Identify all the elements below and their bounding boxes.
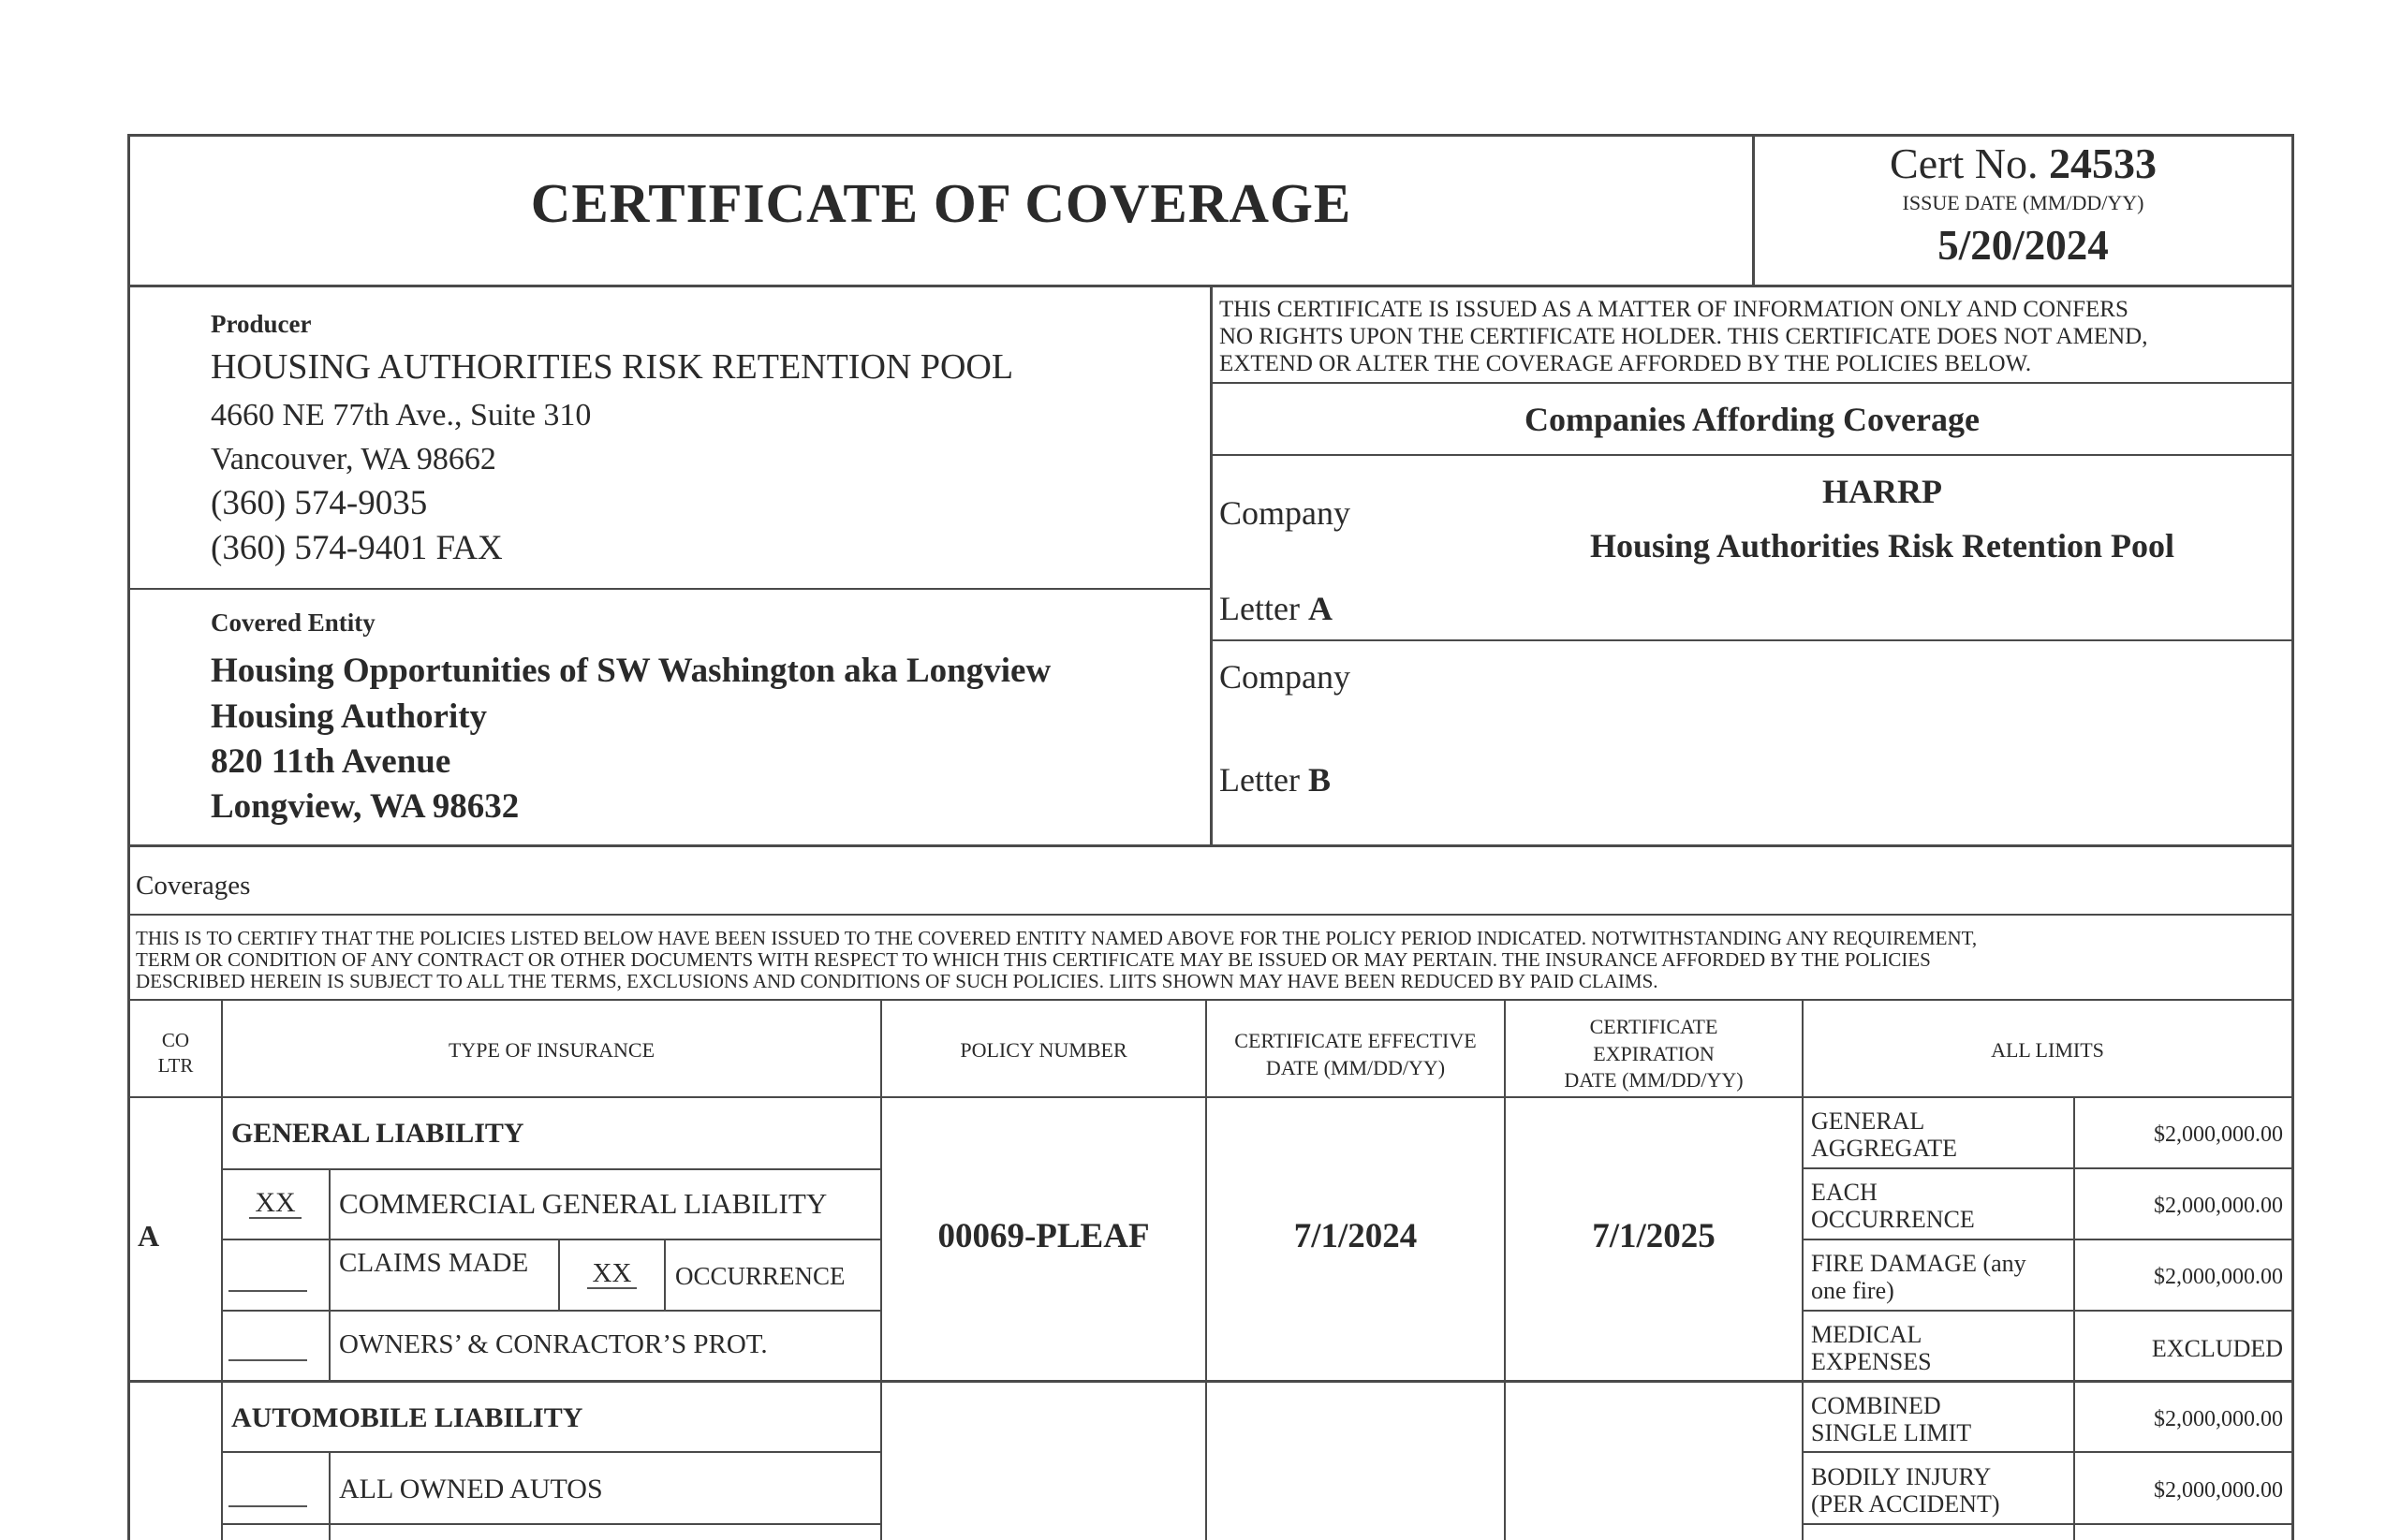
gl-limit-value: EXCLUDED	[2151, 1335, 2283, 1362]
cert-label: Cert No.	[1890, 139, 2039, 187]
company-b-label: Company	[1219, 658, 1350, 696]
coverages-label: Coverages	[136, 871, 251, 901]
auto-owned-checkbox	[228, 1505, 307, 1507]
auto-limit-value: $2,000,000.00	[2154, 1478, 2283, 1503]
gl-limit-row: FIRE DAMAGE (any one fire)	[1811, 1250, 2026, 1304]
gl-limit-row: EACH OCCURRENCE	[1811, 1179, 1975, 1233]
auto-limit-value: $2,000,000.00	[2154, 1407, 2283, 1431]
covered-entity-line1: Housing Opportunities of SW Washington aka Longview	[211, 652, 1052, 690]
gl-limit-value: $2,000,000.00	[2154, 1122, 2283, 1147]
th-policy: POLICY NUMBER	[960, 1038, 1127, 1062]
company-a-letter-row	[1219, 592, 1333, 625]
companies-heading: Companies Affording Coverage	[1524, 401, 1980, 438]
page-title: CERTIFICATE OF COVERAGE	[530, 172, 1352, 234]
certify-line3: DESCRIBED HEREIN IS SUBJECT TO ALL THE TERMS, EXCLUSIONS AND CONDITIONS OF SUCH POLICIES. LIITS SHOWN MAY HAVE BEEN REDUCED BY PAID CLAIMS.	[136, 970, 1658, 992]
gl-claims-made: CLAIMS MADE	[339, 1248, 529, 1278]
producer-address2: Vancouver, WA 98662	[211, 442, 496, 477]
gl-occ-checkbox: XX	[560, 1260, 664, 1289]
company-b-letter: B	[1307, 761, 1331, 799]
gl-cgl-checkbox: XX	[228, 1189, 322, 1219]
covered-entity-line4: Longview, WA 98632	[211, 787, 520, 826]
letter-label: Letter	[1219, 761, 1300, 799]
th-effective: CERTIFICATE EFFECTIVE DATE (MM/DD/YY)	[1234, 1029, 1477, 1079]
covered-entity-label: Covered Entity	[211, 609, 376, 637]
company-a-name: Housing Authorities Risk Retention Pool	[1589, 527, 2175, 565]
gl-owners: OWNERS’ & CONRACTOR’S PROT.	[339, 1329, 768, 1359]
gl-occurrence: OCCURRENCE	[675, 1262, 846, 1290]
company-a-letter: A	[1307, 590, 1333, 627]
letter-label: Letter	[1219, 590, 1300, 627]
producer-address1: 4660 NE 77th Ave., Suite 310	[211, 398, 592, 433]
company-a-label: Company	[1219, 494, 1350, 532]
gl-heading: GENERAL LIABILITY	[231, 1118, 524, 1149]
gl-co-ltr: A	[138, 1219, 160, 1253]
gl-limit-value: $2,000,000.00	[2154, 1194, 2283, 1218]
certify-line1: THIS IS TO CERTIFY THAT THE POLICIES LISTED BELOW HAVE BEEN ISSUED TO THE COVERED ENTITY NAMED ABOVE FOR THE POLICY PERIOD INDICATED. NOTWITHSTANDING ANY REQUIREMENT,	[136, 927, 1978, 949]
certify-line2: TERM OR CONDITION OF ANY CONTRACT OR OTHER DOCUMENTS WITH RESPECT TO WHICH THIS CERTIFICATE MAY BE ISSUED OR MAY PERTAIN. THE INSURANCE AFFORDED BY THE POLICIES	[136, 948, 1931, 971]
th-type: TYPE OF INSURANCE	[448, 1038, 655, 1062]
th-co-ltr: CO LTR	[157, 1029, 194, 1078]
company-b-letter-row	[1219, 763, 1331, 797]
producer-fax: (360) 574-9401 FAX	[211, 529, 503, 567]
gl-limit-row: GENERAL AGGREGATE	[1811, 1107, 1957, 1162]
cert-number: 24533	[2048, 139, 2157, 187]
gl-limit-value: $2,000,000.00	[2154, 1265, 2283, 1289]
gl-limit-row: MEDICAL EXPENSES	[1811, 1321, 1932, 1375]
gl-expiration: 7/1/2025	[1592, 1217, 1716, 1255]
gl-commercial: COMMERCIAL GENERAL LIABILITY	[339, 1187, 828, 1220]
disclaimer-line3: EXTEND OR ALTER THE COVERAGE AFFORDED BY THE POLICIES BELOW.	[1219, 351, 2032, 376]
auto-limit-row: COMBINED SINGLE LIMIT	[1811, 1392, 1972, 1446]
issue-date-label: ISSUE DATE (MM/DD/YY)	[1902, 191, 2144, 214]
disclaimer-line1: THIS CERTIFICATE IS ISSUED AS A MATTER OF INFORMATION ONLY AND CONFERS	[1219, 297, 2128, 322]
producer-phone: (360) 574-9035	[211, 484, 428, 522]
gl-effective: 7/1/2024	[1293, 1217, 1418, 1255]
gl-policy-number: 00069-PLEAF	[937, 1217, 1150, 1255]
th-expiration: CERTIFICATE EXPIRATION DATE (MM/DD/YY)	[1564, 1015, 1744, 1093]
auto-limit-row: BODILY INJURY (PER ACCIDENT)	[1811, 1463, 2000, 1518]
company-a-short: HARRP	[1822, 473, 1942, 510]
cert-box	[1755, 139, 2291, 270]
auto-owned: ALL OWNED AUTOS	[339, 1474, 603, 1504]
issue-date: 5/20/2024	[1937, 222, 2109, 269]
producer-name: HOUSING AUTHORITIES RISK RETENTION POOL	[211, 347, 1014, 387]
disclaimer-line2: NO RIGHTS UPON THE CERTIFICATE HOLDER. THIS CERTIFICATE DOES NOT AMEND,	[1219, 324, 2148, 349]
covered-entity-line2: Housing Authority	[211, 697, 488, 736]
gl-owners-checkbox	[228, 1359, 307, 1361]
gl-claims-checkbox	[228, 1290, 307, 1292]
auto-heading: AUTOMOBILE LIABILITY	[231, 1402, 583, 1433]
th-limits: ALL LIMITS	[1991, 1038, 2104, 1062]
covered-entity-line3: 820 11th Avenue	[211, 742, 451, 781]
producer-label: Producer	[211, 310, 312, 338]
